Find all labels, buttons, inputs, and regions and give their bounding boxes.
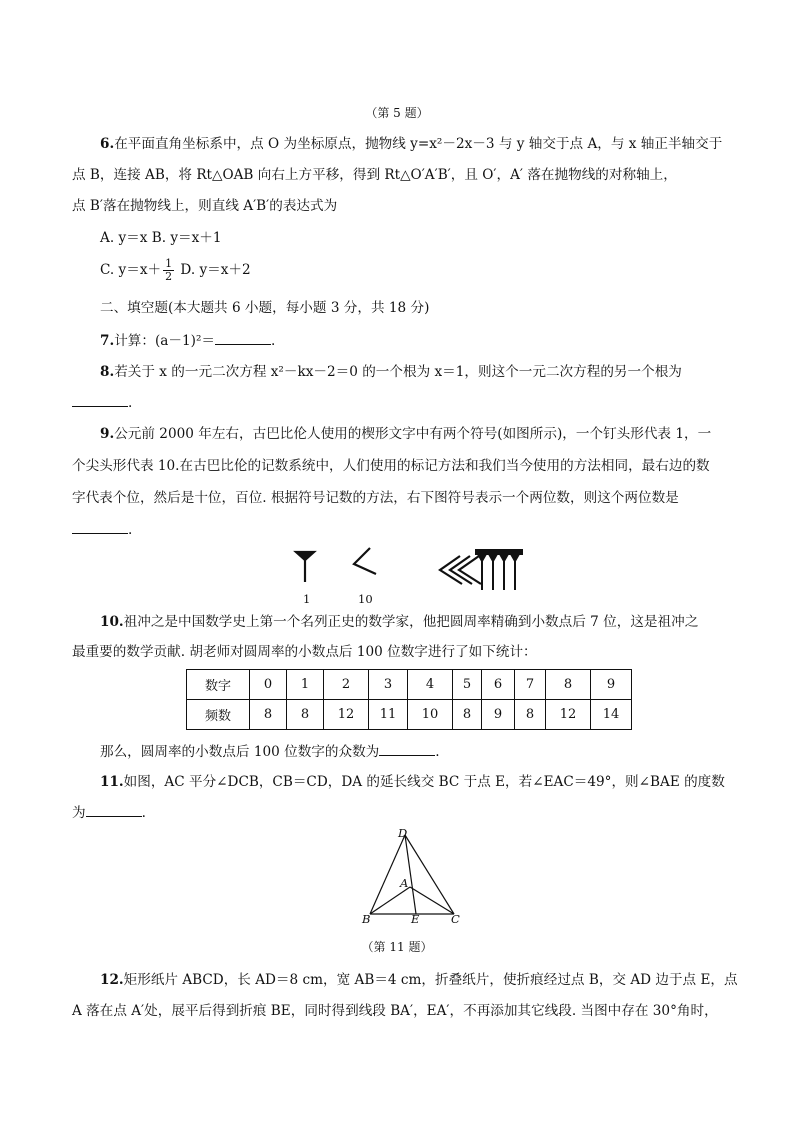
table-row [187, 700, 632, 730]
q9-line4: . [72, 519, 732, 540]
label-one: 1 [303, 592, 311, 606]
table-cell: 12 [324, 700, 369, 730]
caption-q5: （第 5 题） [365, 106, 429, 120]
table-cell: 7 [515, 670, 546, 700]
table-cell: 8 [453, 700, 482, 730]
table-cell: 11 [369, 700, 408, 730]
table-cell: 8 [250, 700, 287, 730]
table-cell: 2 [324, 670, 369, 700]
q6-number: 6. [100, 136, 115, 152]
table-cell: 6 [482, 670, 515, 700]
table-cell: 8 [515, 700, 546, 730]
table-header-digit: 数字 [187, 670, 250, 700]
caption-q11: （第 11 题） [361, 940, 433, 954]
table-cell: 1 [287, 670, 324, 700]
table-cell: 8 [546, 670, 591, 700]
nail-row-icon [476, 550, 522, 590]
q10-number: 10. [100, 614, 124, 630]
q11-number: 11. [100, 774, 124, 790]
table-row [187, 670, 632, 700]
q10-line2: 最重要的数学贡献. 胡老师对圆周率的小数点后 100 位数字进行了如下统计： [72, 644, 537, 660]
q7-answer-blank[interactable] [215, 330, 271, 345]
q6-line2: 点 B，连接 AB，将 Rt△OAB 向右上方平移，得到 Rt△O′A′B′，且 O′，A′ 落在抛物线的对称轴上， [72, 167, 677, 183]
point-b-label: B [362, 912, 371, 926]
q8-answer-blank[interactable] [72, 392, 128, 407]
point-c-label: C [451, 912, 460, 926]
q8-number: 8. [100, 364, 115, 380]
pi-digit-table [186, 669, 632, 730]
cuneiform-figure [290, 544, 530, 614]
table-cell: 8 [287, 700, 324, 730]
q8-line1: 8.若关于 x 的一元二次方程 x²－kx－2＝0 的一个根为 x＝1，则这个一元二次方程的另一个根为 [100, 364, 682, 380]
q8-line2: . [72, 392, 732, 413]
q6-fraction: $\frac{1}{2}$ [165, 257, 173, 283]
q6-line3: 点 B′落在抛物线上，则直线 A′B′的表达式为 [72, 198, 338, 214]
q9-line2: 个尖头形代表 10.在古巴比伦的记数系统中，人们使用的标记方法和我们当今使用的方法相同，最右边的数 [72, 458, 710, 474]
table-cell: 0 [250, 670, 287, 700]
q7-number: 7. [100, 333, 115, 349]
table-cell: 14 [591, 700, 632, 730]
section-2-heading: 二、填空题(本大题共 6 小题，每小题 3 分，共 18 分) [100, 300, 430, 316]
q10-answer-blank[interactable] [379, 741, 435, 756]
q9-number: 9. [100, 426, 115, 442]
q11-line2: 为 . [72, 802, 732, 823]
table-cell: 9 [482, 700, 515, 730]
segment-de [405, 835, 416, 914]
q9-line3: 字代表个位，然后是十位，百位. 根据符号记数的方法，右下图符号表示一个两位数，则这个两位数是 [72, 490, 679, 506]
q12-line2: A 落在点 A′处，展平后得到折痕 BE，同时得到线段 BA′，EA′，不再添加其它线段. 当图中存在 30°角时， [72, 1003, 718, 1019]
q12-number: 12. [100, 972, 124, 988]
point-d-label: D [398, 826, 408, 840]
table-cell: 4 [408, 670, 453, 700]
q11-answer-blank[interactable] [86, 802, 142, 817]
table-cell: 3 [369, 670, 408, 700]
q6-line1: 6.在平面直角坐标系中，点 O 为坐标原点，抛物线 y=x²－2x－3 与 y 轴交于点 A，与 x 轴正半轴交于 [100, 136, 723, 152]
q9-answer-blank[interactable] [72, 519, 128, 534]
label-ten: 10 [358, 592, 373, 606]
table-cell: 10 [408, 700, 453, 730]
q6-options-cd: C. y＝x＋ $\frac{1}{2}$ D. y＝x＋2 [100, 257, 251, 283]
segment-dc [405, 835, 454, 914]
wedge-symbol-icon [354, 548, 376, 574]
q10-line3: 那么，圆周率的小数点后 100 位数字的众数为 . [100, 741, 760, 762]
table-cell: 5 [453, 670, 482, 700]
table-header-frequency: 频数 [187, 700, 250, 730]
point-a-label: A [400, 876, 409, 890]
nail-symbol-icon [296, 552, 314, 582]
segment-ac [410, 887, 454, 914]
q12-line1: 12.矩形纸片 ABCD，长 AD＝8 cm，宽 AB＝4 cm，折叠纸片，使折痕经过点 B，交 AD 边于点 E，点 [100, 972, 738, 988]
table-cell: 12 [546, 700, 591, 730]
composite-number-icon [440, 556, 481, 584]
q9-line1: 9.公元前 2000 年左右，古巴比伦人使用的楔形文字中有两个符号(如图所示)，一个钉头形代表 1，一 [100, 426, 712, 442]
q7: 7.计算：(a－1)²＝ . [72, 330, 732, 351]
q6-options-ab: A. y＝x B. y＝x＋1 [100, 230, 222, 246]
point-e-label: E [411, 912, 420, 926]
table-cell: 9 [591, 670, 632, 700]
q10-line1: 10.祖冲之是中国数学史上第一个名列正史的数学家，他把圆周率精确到小数点后 7 位，这是祖冲之 [100, 614, 699, 630]
q11-line1: 11.如图，AC 平分∠DCB，CB＝CD，DA 的延长线交 BC 于点 E，若∠EAC＝49°，则∠BAE 的度数 [100, 774, 725, 790]
